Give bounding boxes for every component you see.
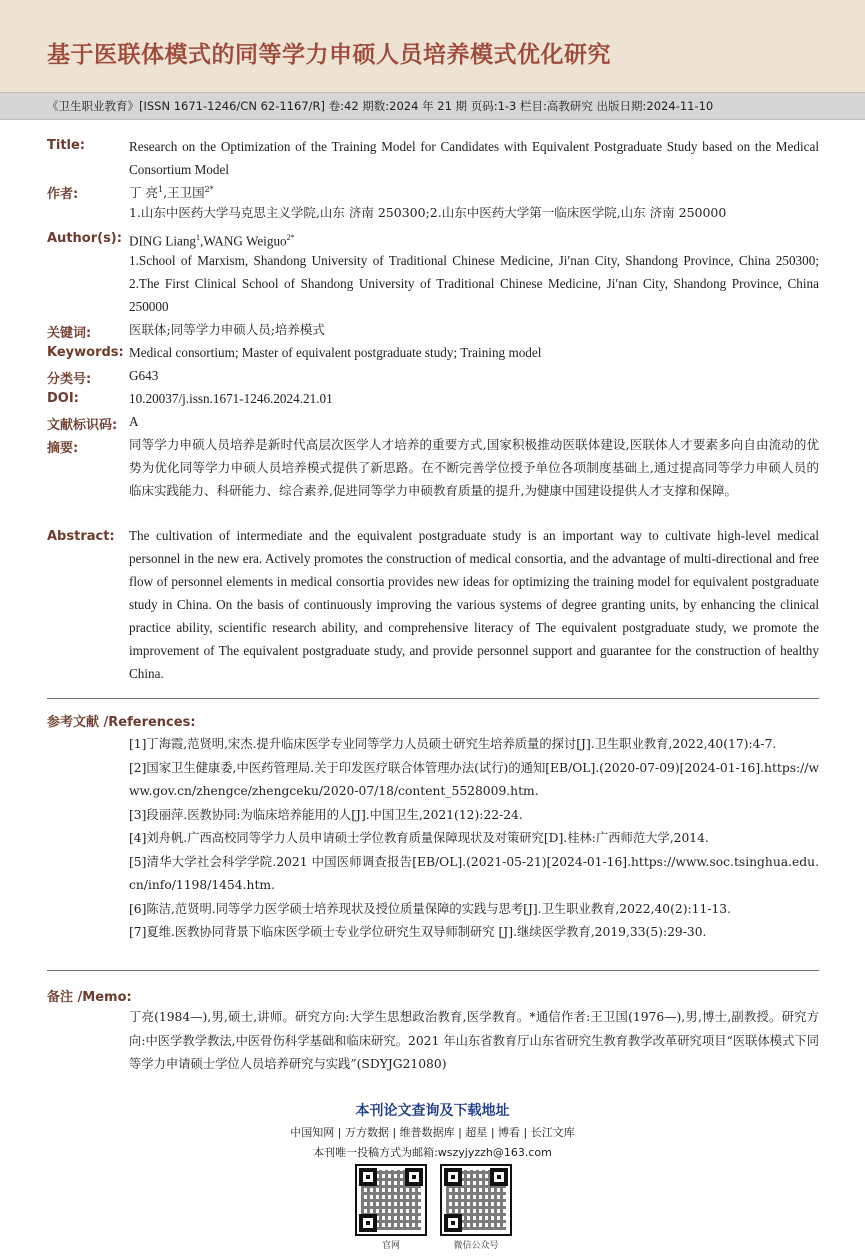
reference-list xyxy=(129,733,819,945)
label-references: 参考文献 /References: xyxy=(47,715,196,730)
author-en-sup-2: 2* xyxy=(286,233,295,242)
label-authors-en: Author(s): xyxy=(47,231,122,246)
reference-item-3: [3]段丽萍.医教协同:为临床培养能用的人[J].中国卫生,2021(12):22-24. xyxy=(129,807,523,822)
label-keywords-en: Keywords: xyxy=(47,345,124,360)
article-title: 基于医联体模式的同等学力申硕人员培养模式优化研究 xyxy=(47,42,611,68)
reference-item-5: [5]清华大学社会科学学院.2021 中国医师调查报告[EB/OL].(2021-05-21)[2024-01-16].https://www.soc.tsinghua.edu.cn/info/1198/1454.htm. xyxy=(129,854,819,892)
clc-number: G643 xyxy=(129,368,159,383)
label-abstract-en: Abstract: xyxy=(47,529,115,544)
reference-item-4: [4]刘舟帆.广西高校同等学力人员申请硕士学位教育质量保障现状及对策研究[D].桂林:广西师范大学,2014. xyxy=(129,831,709,845)
qr-code-wechat xyxy=(440,1164,512,1236)
memo-text: 丁亮(1984—),男,硕士,讲师。研究方向:大学生思想政治教育,医学教育。*通信作者:王卫国(1976—),男,博士,副教授。研究方向:中医学教学教法,中医骨伤科学基础和临床研究。2021 年山东省教育厅山东省研究生教育教学改革研究项目“医联体模式下同等学力申请硕士学位人员培养研究与实践”(SDYJG21080) xyxy=(129,1010,819,1071)
footer-heading: 本刊论文查询及下载地址 xyxy=(355,1103,510,1119)
author-en-sup-1: 1 xyxy=(196,233,201,242)
doi-value: 10.20037/j.issn.1671-1246.2024.21.01 xyxy=(129,391,333,406)
divider-references xyxy=(47,698,819,699)
label-authors-cn: 作者: xyxy=(47,187,79,202)
qr-code-website xyxy=(355,1164,427,1236)
author-sep: , xyxy=(163,185,168,201)
author-en-sep: , xyxy=(200,233,204,249)
keywords-en: Medical consortium; Master of equivalent postgraduate study; Training model xyxy=(129,345,542,360)
qr-caption-website: 官网 xyxy=(381,1241,400,1251)
label-keywords-cn: 关键词: xyxy=(47,326,92,341)
affiliation-en: 1.School of Marxism, Shandong University of Traditional Chinese Medicine, Ji′nan City, Shandong Province, China 250300; 2.The First Clinical School of Shandong University of Traditional Chinese Medicine, Ji′nan City, Shandong Province, China 250000 xyxy=(129,253,819,314)
doc-code: A xyxy=(129,414,139,429)
abstract-cn: 同等学力申硕人员培养是新时代高层次医学人才培养的重要方式,国家积极推动医联体建设,医联体人才要素多向自由流动的优势为优化同等学力申硕人员培养模式提供了新思路。在不断完善学位授予单位各项制度基础上,通过提高同等学力申硕人员的临床实践能力、科研能力、综合素养,促进同等学力申硕教育质量的提升,为健康中国建设提供人才支撑和保障。 xyxy=(129,437,819,498)
footer xyxy=(0,1090,865,1257)
author-en-name-2: WANG Weiguo xyxy=(203,233,287,249)
bibliographic-info: 《卫生职业教育》[ISSN 1671-1246/CN 62-1167/R] 卷:42 期数:2024 年 21 期 页码:1-3 栏目:高教研究 出版日期:2024-11-10 xyxy=(47,99,714,113)
reference-item-1: [1]丁海霞,范贤明,宋杰.提升临床医学专业同等学力人员硕士研究生培养质量的探讨[J].卫生职业教育,2022,40(17):4-7. xyxy=(129,737,777,751)
author-name-2: 王卫国 xyxy=(167,185,205,201)
bibliographic-bar xyxy=(0,92,865,120)
author-sup-1: 1 xyxy=(157,185,164,194)
author-en-name-1: DING Liang xyxy=(129,233,197,249)
footer-databases: 中国知网 | 万方数据 | 维普数据库 | 超星 | 博看 | 长江文库 xyxy=(290,1126,575,1139)
author-sup-2: 2* xyxy=(204,185,214,194)
title-en: Research on the Optimization of the Training Model for Candidates with Equivalent Postgraduate Study based on the Medical Consortium Model xyxy=(129,139,819,177)
label-abstract-cn: 摘要: xyxy=(47,441,79,456)
label-clc: 分类号: xyxy=(47,372,92,387)
label-doi: DOI: xyxy=(47,391,79,406)
label-title-en: Title: xyxy=(47,138,86,153)
divider-memo xyxy=(47,970,819,971)
qr-caption-wechat: 微信公众号 xyxy=(453,1241,499,1251)
author-name-1: 丁 亮 xyxy=(129,185,158,201)
label-doc-code: 文献标识码: xyxy=(47,418,118,433)
affiliation-cn: 1.山东中医药大学马克思主义学院,山东 济南 250300;2.山东中医药大学第一临床医学院,山东 济南 250000 xyxy=(129,205,727,220)
label-memo: 备注 /Memo: xyxy=(47,990,132,1005)
reference-item-7: [7]夏维.医教协同背景下临床医学硕士专业学位研究生双导师制研究 [J].继续医学教育,2019,33(5):29-30. xyxy=(129,925,707,939)
reference-item-2: [2]国家卫生健康委,中医药管理局.关于印发医疗联合体管理办法(试行)的通知[EB/OL].(2020-07-09)[2024-01-16].https://www.gov.cn/zhengce/zhengceku/2020-07/18/content_5528009.htm. xyxy=(129,760,819,798)
keywords-cn: 医联体;同等学力申硕人员;培养模式 xyxy=(129,322,325,337)
header-band xyxy=(0,0,865,92)
reference-item-6: [6]陈洁,范贤明.同等学力医学硕士培养现状及授位质量保障的实践与思考[J].卫生职业教育,2022,40(2):11-13. xyxy=(129,901,732,916)
abstract-en: The cultivation of intermediate and the equivalent postgraduate study is an important way to cultivate high-level medical personnel in the new era. Actively promotes the construction of medical consortia, and the advantage of multi-directional and free flow of personnel elements in medical consortia provides new ideas for optimizing the training model for equivalent postgraduate study in China. On the basis of continuously improving the various systems of degree granting units, by enhancing the clinical practice ability, scientific research ability, and comprehensive literacy of The equivalent postgraduate study, we promote the improvement of The equivalent postgraduate study, and provide personnel support and guarantee for the construction of healthy China. xyxy=(129,528,819,681)
footer-submission: 本刊唯一投稿方式为邮箱:wszyjyzzh@163.com xyxy=(313,1146,552,1159)
